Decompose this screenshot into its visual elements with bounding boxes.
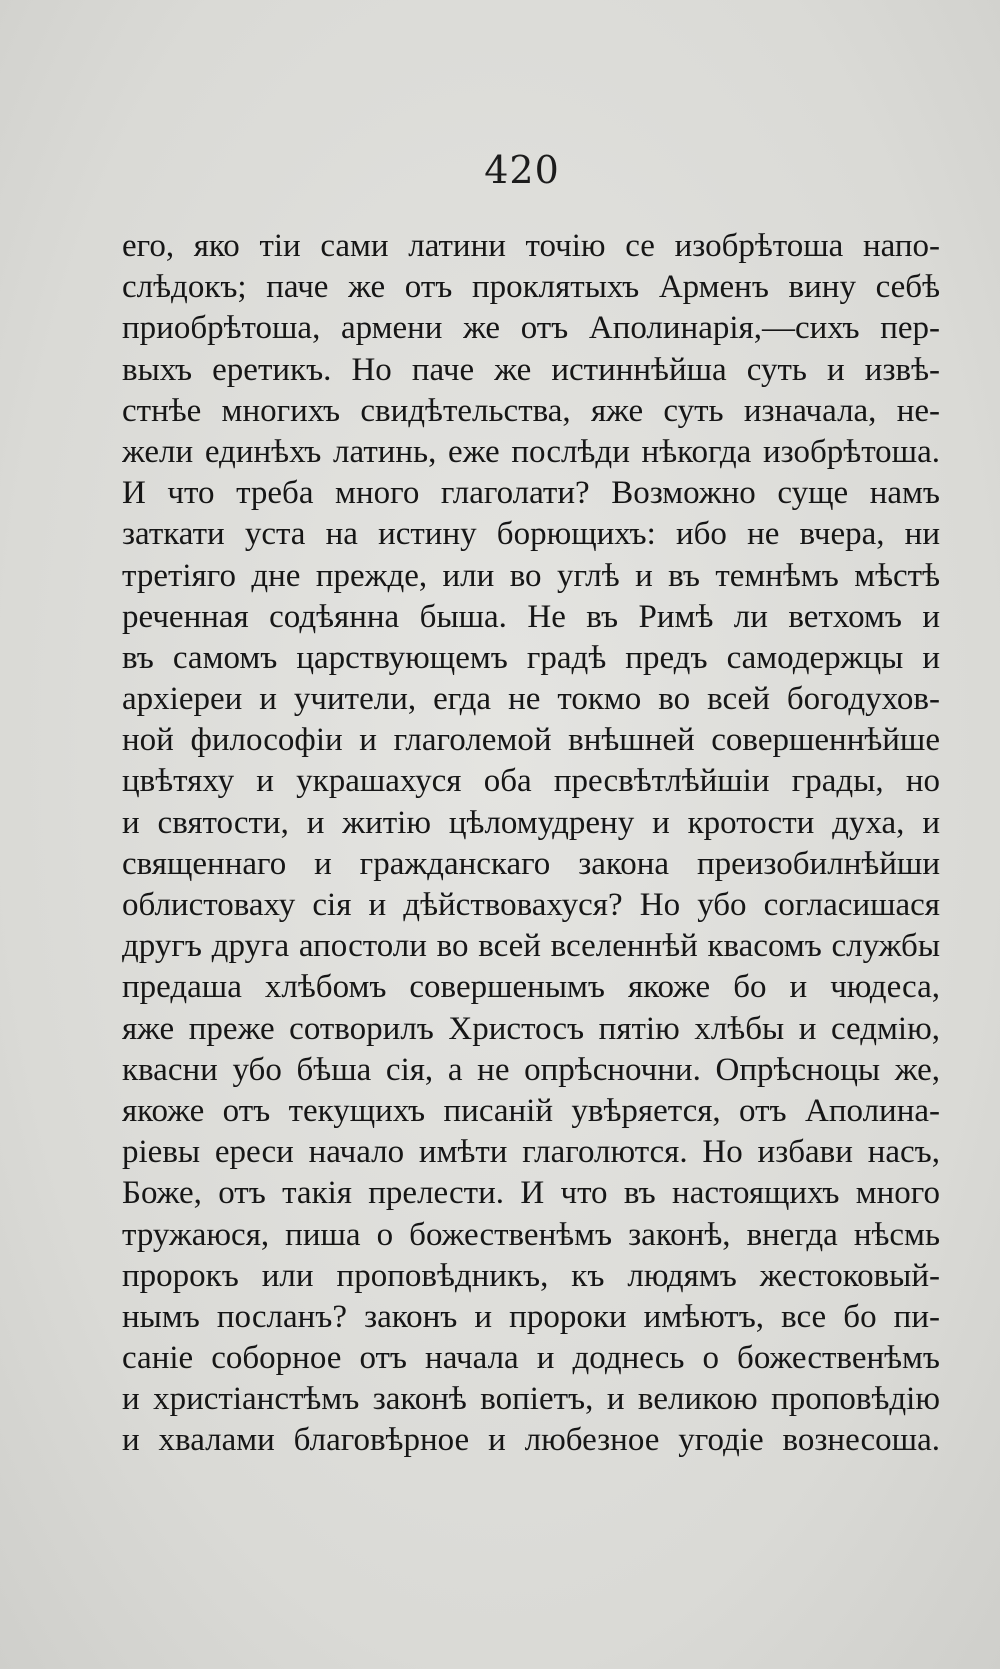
text-line: яже преже сотворилъ Христосъ пятію хлѣбы и седмію, xyxy=(122,1010,940,1047)
text-line: священнаго и гражданскаго закона преизобилнѣйши xyxy=(122,845,940,882)
text-line: пророкъ или проповѣдникъ, къ людямъ жестоковый- xyxy=(122,1257,940,1294)
text-line: выхъ еретикъ. Но паче же истиннѣйша суть и извѣ- xyxy=(122,351,940,388)
text-line: слѣдокъ; паче же отъ проклятыхъ Арменъ вину себѣ xyxy=(122,269,940,306)
text-line: стнѣе многихъ свидѣтельства, яже суть изначала, не- xyxy=(122,392,940,429)
text-line: саніе соборное отъ начала и доднесь о божественѣмъ xyxy=(122,1340,940,1377)
text-line: и христіанстѣмъ законѣ вопіетъ, и великою проповѣдію xyxy=(122,1381,940,1418)
text-line: И что треба много глаголати? Возможно суще намъ xyxy=(122,475,940,512)
text-line: якоже отъ текущихъ писаній увѣряется, отъ Аполина- xyxy=(122,1092,940,1129)
text-line: нымъ посланъ? законъ и пророки имѣютъ, все бо пи- xyxy=(122,1298,940,1335)
text-line: другъ друга апостоли во всей вселеннѣй квасомъ службы xyxy=(122,928,940,965)
text-line: ной философіи и глаголемой внѣшней совершеннѣйше xyxy=(122,722,940,759)
text-line: квасни убо бѣша сія, а не опрѣсночни. Опрѣсноцы же, xyxy=(122,1051,940,1088)
text-line: жели единѣхъ латинь, еже послѣди нѣкогда изобрѣтоша. xyxy=(122,433,940,470)
text-line: въ самомъ царствующемъ градѣ предъ самодержцы и xyxy=(122,639,940,676)
text-line: облистоваху сія и дѣйствовахуся? Но убо согласишася xyxy=(122,887,940,923)
text-line: третіяго дне прежде, или во углѣ и въ темнѣмъ мѣстѣ xyxy=(122,557,940,594)
text-line: цвѣтяху и украшахуся оба пресвѣтлѣйшіи грады, но xyxy=(122,763,940,800)
text-line: Боже, отъ такія прелести. И что въ настоящихъ много xyxy=(122,1175,940,1212)
text-line: приобрѣтоша, армени же отъ Аполинарія,—сихъ пер- xyxy=(122,310,940,347)
text-line: тружаюся, пиша о божественѣмъ законѣ, внегда нѣсмь xyxy=(122,1216,940,1253)
page-number: 420 xyxy=(484,148,560,192)
text-line: заткати уста на истину борющихъ: ибо не вчера, ни xyxy=(122,516,940,553)
text-line: предаша хлѣбомъ совершенымъ якоже бо и чюдеса, xyxy=(122,969,940,1006)
text-line: ріевы ереси начало имѣти глаголются. Но избави насъ, xyxy=(122,1134,940,1171)
text-line: архіереи и учители, егда не токмо во всей богодухов- xyxy=(122,681,940,718)
text-line: реченная содѣянна быша. Не въ Римѣ ли ветхомъ и xyxy=(122,598,940,635)
body-text xyxy=(122,226,940,1462)
text-line: и хвалами благовѣрное и любезное угодіе вознесоша. xyxy=(122,1422,940,1459)
text-line: и святости, и житію цѣломудрену и кротости духа, и xyxy=(122,804,940,841)
text-line: его, яко тіи сами латини точію се изобрѣтоша напо- xyxy=(122,228,940,264)
